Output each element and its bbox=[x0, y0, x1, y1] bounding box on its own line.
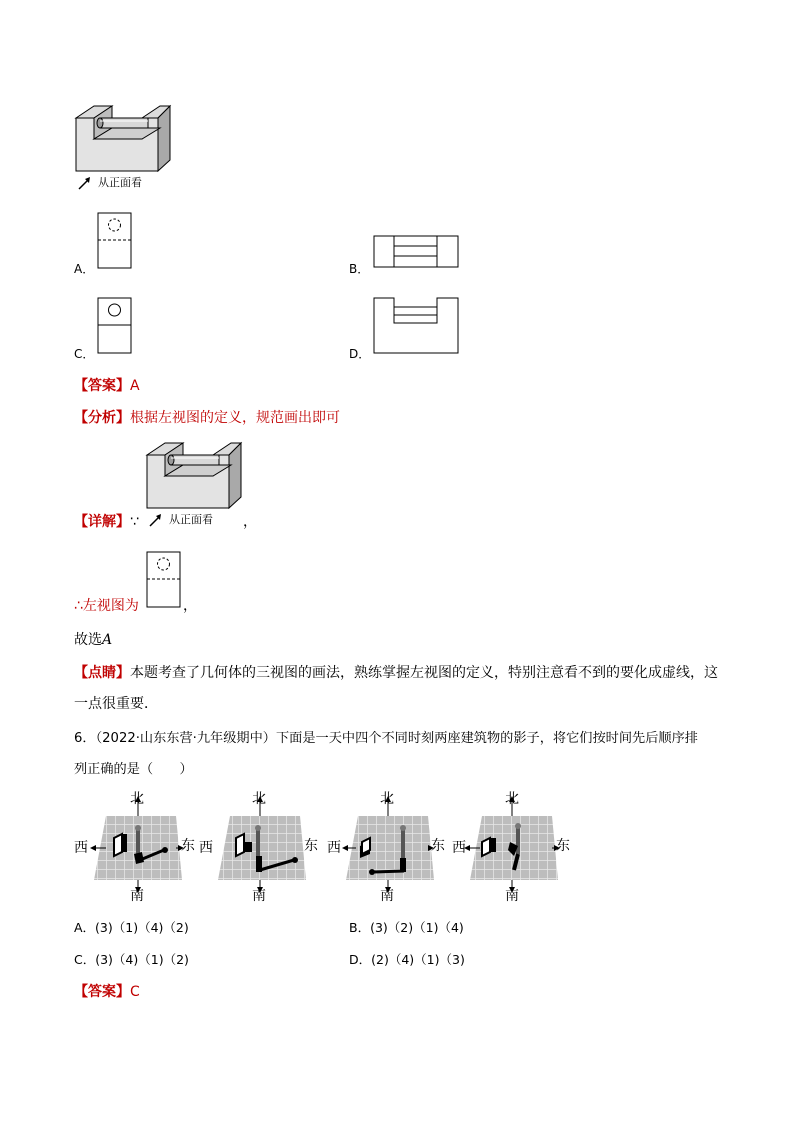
east-label-3: 东 bbox=[431, 838, 445, 854]
detail-comma: ， bbox=[243, 514, 257, 530]
block-3d-figure bbox=[74, 104, 174, 174]
east-label-4: 东 bbox=[556, 838, 570, 854]
shadow-figures bbox=[70, 788, 730, 906]
detail-left-view-figure bbox=[146, 551, 182, 609]
q6-choice-a: A．(3)（1)（4)（2) bbox=[74, 920, 189, 935]
choose-line bbox=[74, 632, 112, 648]
north-label-2: 北 bbox=[252, 791, 266, 807]
detail-tag: 【详解】 bbox=[74, 514, 130, 530]
answer-2-value: C bbox=[130, 984, 140, 1000]
detail-line bbox=[74, 514, 139, 531]
answer-2-tag: 【答案】 bbox=[74, 984, 130, 1000]
option-d-label: D． bbox=[349, 347, 371, 361]
option-b-label: B． bbox=[349, 262, 370, 276]
option-b-figure bbox=[373, 235, 460, 269]
east-label-1: 东 bbox=[181, 838, 195, 854]
arrow-icon bbox=[78, 176, 92, 190]
comment-tag: 【点睛】 bbox=[74, 665, 130, 681]
option-c-figure bbox=[97, 297, 133, 355]
shadow-panel-2 bbox=[218, 796, 306, 893]
north-label-4: 北 bbox=[505, 791, 519, 807]
north-label-1: 北 bbox=[130, 791, 144, 807]
q6-choice-b: B．(3)（2)（1)（4) bbox=[349, 920, 464, 935]
south-label-4: 南 bbox=[505, 888, 519, 904]
analysis-text: 根据左视图的定义，规范画出即可 bbox=[130, 410, 340, 426]
choose-prefix: 故选 bbox=[74, 632, 102, 648]
q6-choice-d: D．(2)（4)（1)（3) bbox=[349, 952, 465, 967]
east-label-2: 东 bbox=[304, 838, 318, 854]
detail-block-3d-figure bbox=[145, 441, 245, 511]
west-label-2: 西 bbox=[199, 840, 213, 856]
analysis-tag: 【分析】 bbox=[74, 410, 130, 426]
option-d-figure bbox=[373, 297, 460, 355]
comment-line-1 bbox=[74, 665, 718, 681]
option-a-label: A． bbox=[74, 262, 95, 276]
answer-line bbox=[74, 378, 140, 395]
shadow-panel-3 bbox=[342, 796, 434, 893]
detail-arrow-icon bbox=[149, 513, 163, 527]
answer-value: A bbox=[130, 378, 140, 394]
comment-text-1: 本题考查了几何体的三视图的画法，熟练掌握左视图的定义，特别注意看不到的要化成虚线，这 bbox=[130, 665, 718, 681]
answer-tag: 【答案】 bbox=[74, 378, 130, 394]
south-label-1: 南 bbox=[130, 888, 144, 904]
answer-2-line bbox=[74, 984, 140, 1001]
north-label-3: 北 bbox=[380, 791, 394, 807]
west-label-3: 西 bbox=[327, 840, 341, 856]
south-label-3: 南 bbox=[380, 888, 394, 904]
conclusion-text: ∴左视图为 bbox=[74, 598, 139, 614]
q6-line-2: 列正确的是（ ） bbox=[74, 762, 193, 777]
shadow-panel-4 bbox=[464, 796, 560, 893]
comment-text-2: 一点很重要． bbox=[74, 696, 158, 712]
q6-choice-c: C．(3)（4)（1)（2) bbox=[74, 952, 189, 967]
option-a-figure bbox=[97, 212, 133, 270]
q6-line-1: 6．（2022·山东东营·九年级期中）下面是一天中四个不同时刻两座建筑物的影子，将它们按时间先后顺序排 bbox=[74, 731, 698, 746]
analysis-line bbox=[74, 410, 340, 427]
detail-view-direction-label: 从正面看 bbox=[169, 513, 213, 526]
west-label-4: 西 bbox=[452, 840, 466, 856]
west-label-1: 西 bbox=[74, 840, 88, 856]
because-symbol: ∵ bbox=[130, 514, 139, 530]
choose-value: A bbox=[102, 632, 113, 648]
shadow-panel-1 bbox=[90, 796, 184, 893]
view-direction-label: 从正面看 bbox=[98, 176, 142, 189]
south-label-2: 南 bbox=[252, 888, 266, 904]
option-c-label: C． bbox=[74, 347, 95, 361]
conclusion-comma: ， bbox=[183, 598, 197, 614]
